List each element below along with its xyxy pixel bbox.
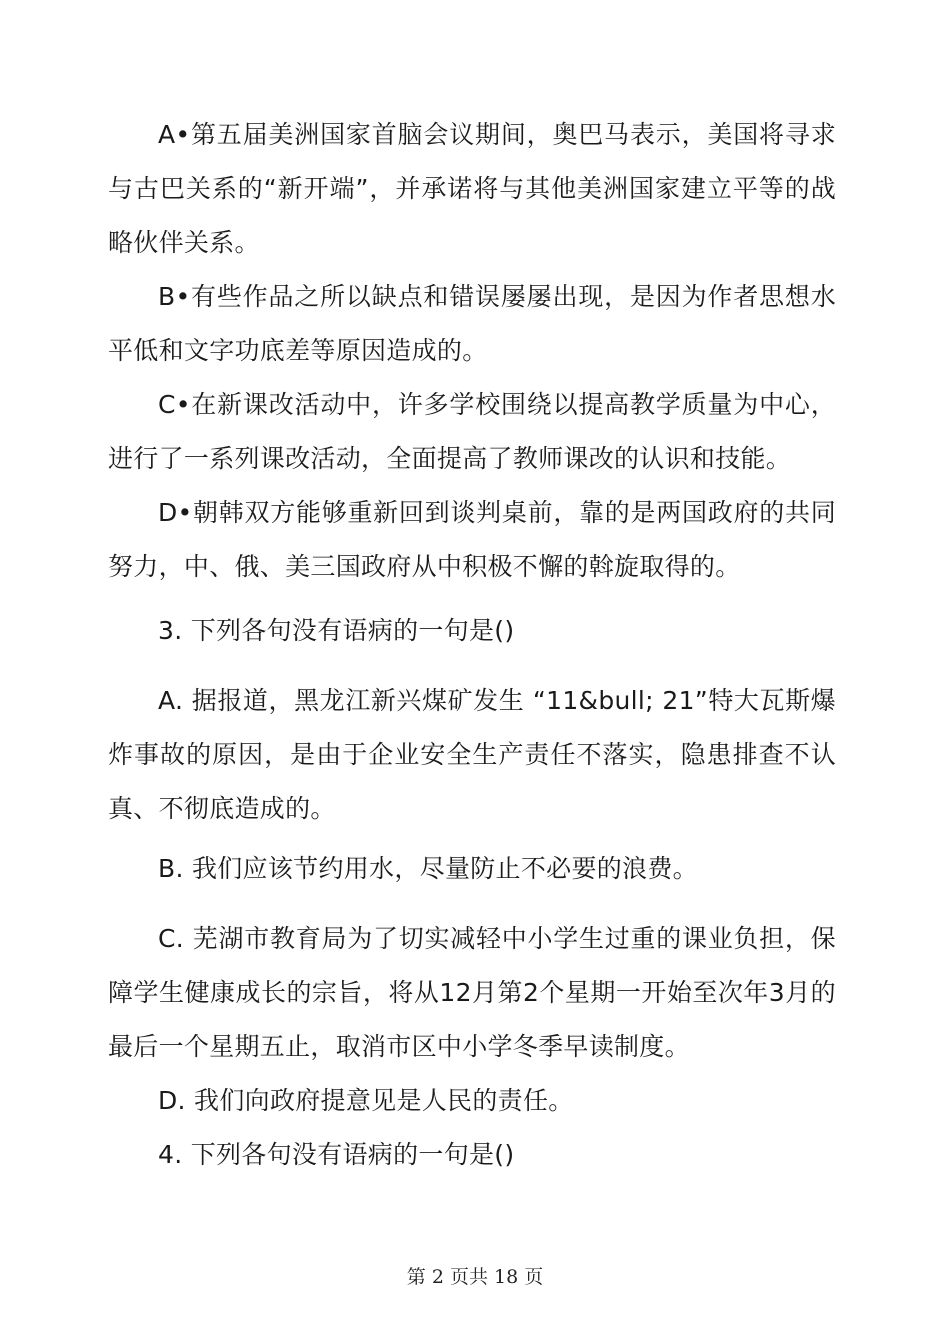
q3-option-b-paragraph: B. 我们应该节约用水，尽量防止不必要的浪费。 xyxy=(158,854,698,883)
option-d-paragraph: D•朝韩双方能够重新回到谈判桌前，靠的是两国政府的共同努力，中、俄、美三国政府从中积极不懈的斡旋取得的。 xyxy=(108,498,836,581)
q3-option-d-paragraph: D. 我们向政府提意见是人民的责任。 xyxy=(158,1086,574,1115)
option-c-paragraph: C•在新课改活动中，许多学校围绕以提高教学质量为中心，进行了一系列课改活动，全面提高了教师课改的认识和技能。 xyxy=(108,390,836,473)
q3-option-a-paragraph: A. 据报道，黑龙江新兴煤矿发生 “11&bull; 21”特大瓦斯爆炸事故的原因，是由于企业安全生产责任不落实，隐患排查不认真、不彻底造成的。 xyxy=(108,686,836,823)
question-4-heading: 4. 下列各句没有语病的一句是() xyxy=(158,1140,515,1169)
page-number-footer: 第 2 页共 18 页 xyxy=(406,1266,544,1288)
option-b-paragraph: B•有些作品之所以缺点和错误屡屡出现，是因为作者思想水平低和文字功底差等原因造成的。 xyxy=(108,282,836,365)
question-3-heading: 3. 下列各句没有语病的一句是() xyxy=(158,616,515,645)
q3-option-c-paragraph: C. 芜湖市教育局为了切实减轻中小学生过重的课业负担，保障学生健康成长的宗旨，将从12月第2个星期一开始至次年3月的最后一个星期五止，取消市区中小学冬季早读制度。 xyxy=(108,924,836,1061)
option-a-paragraph: A•第五届美洲国家首脑会议期间，奥巴马表示，美国将寻求与古巴关系的“新开端”，并承诺将与其他美洲国家建立平等的战略伙伴关系。 xyxy=(108,120,836,257)
